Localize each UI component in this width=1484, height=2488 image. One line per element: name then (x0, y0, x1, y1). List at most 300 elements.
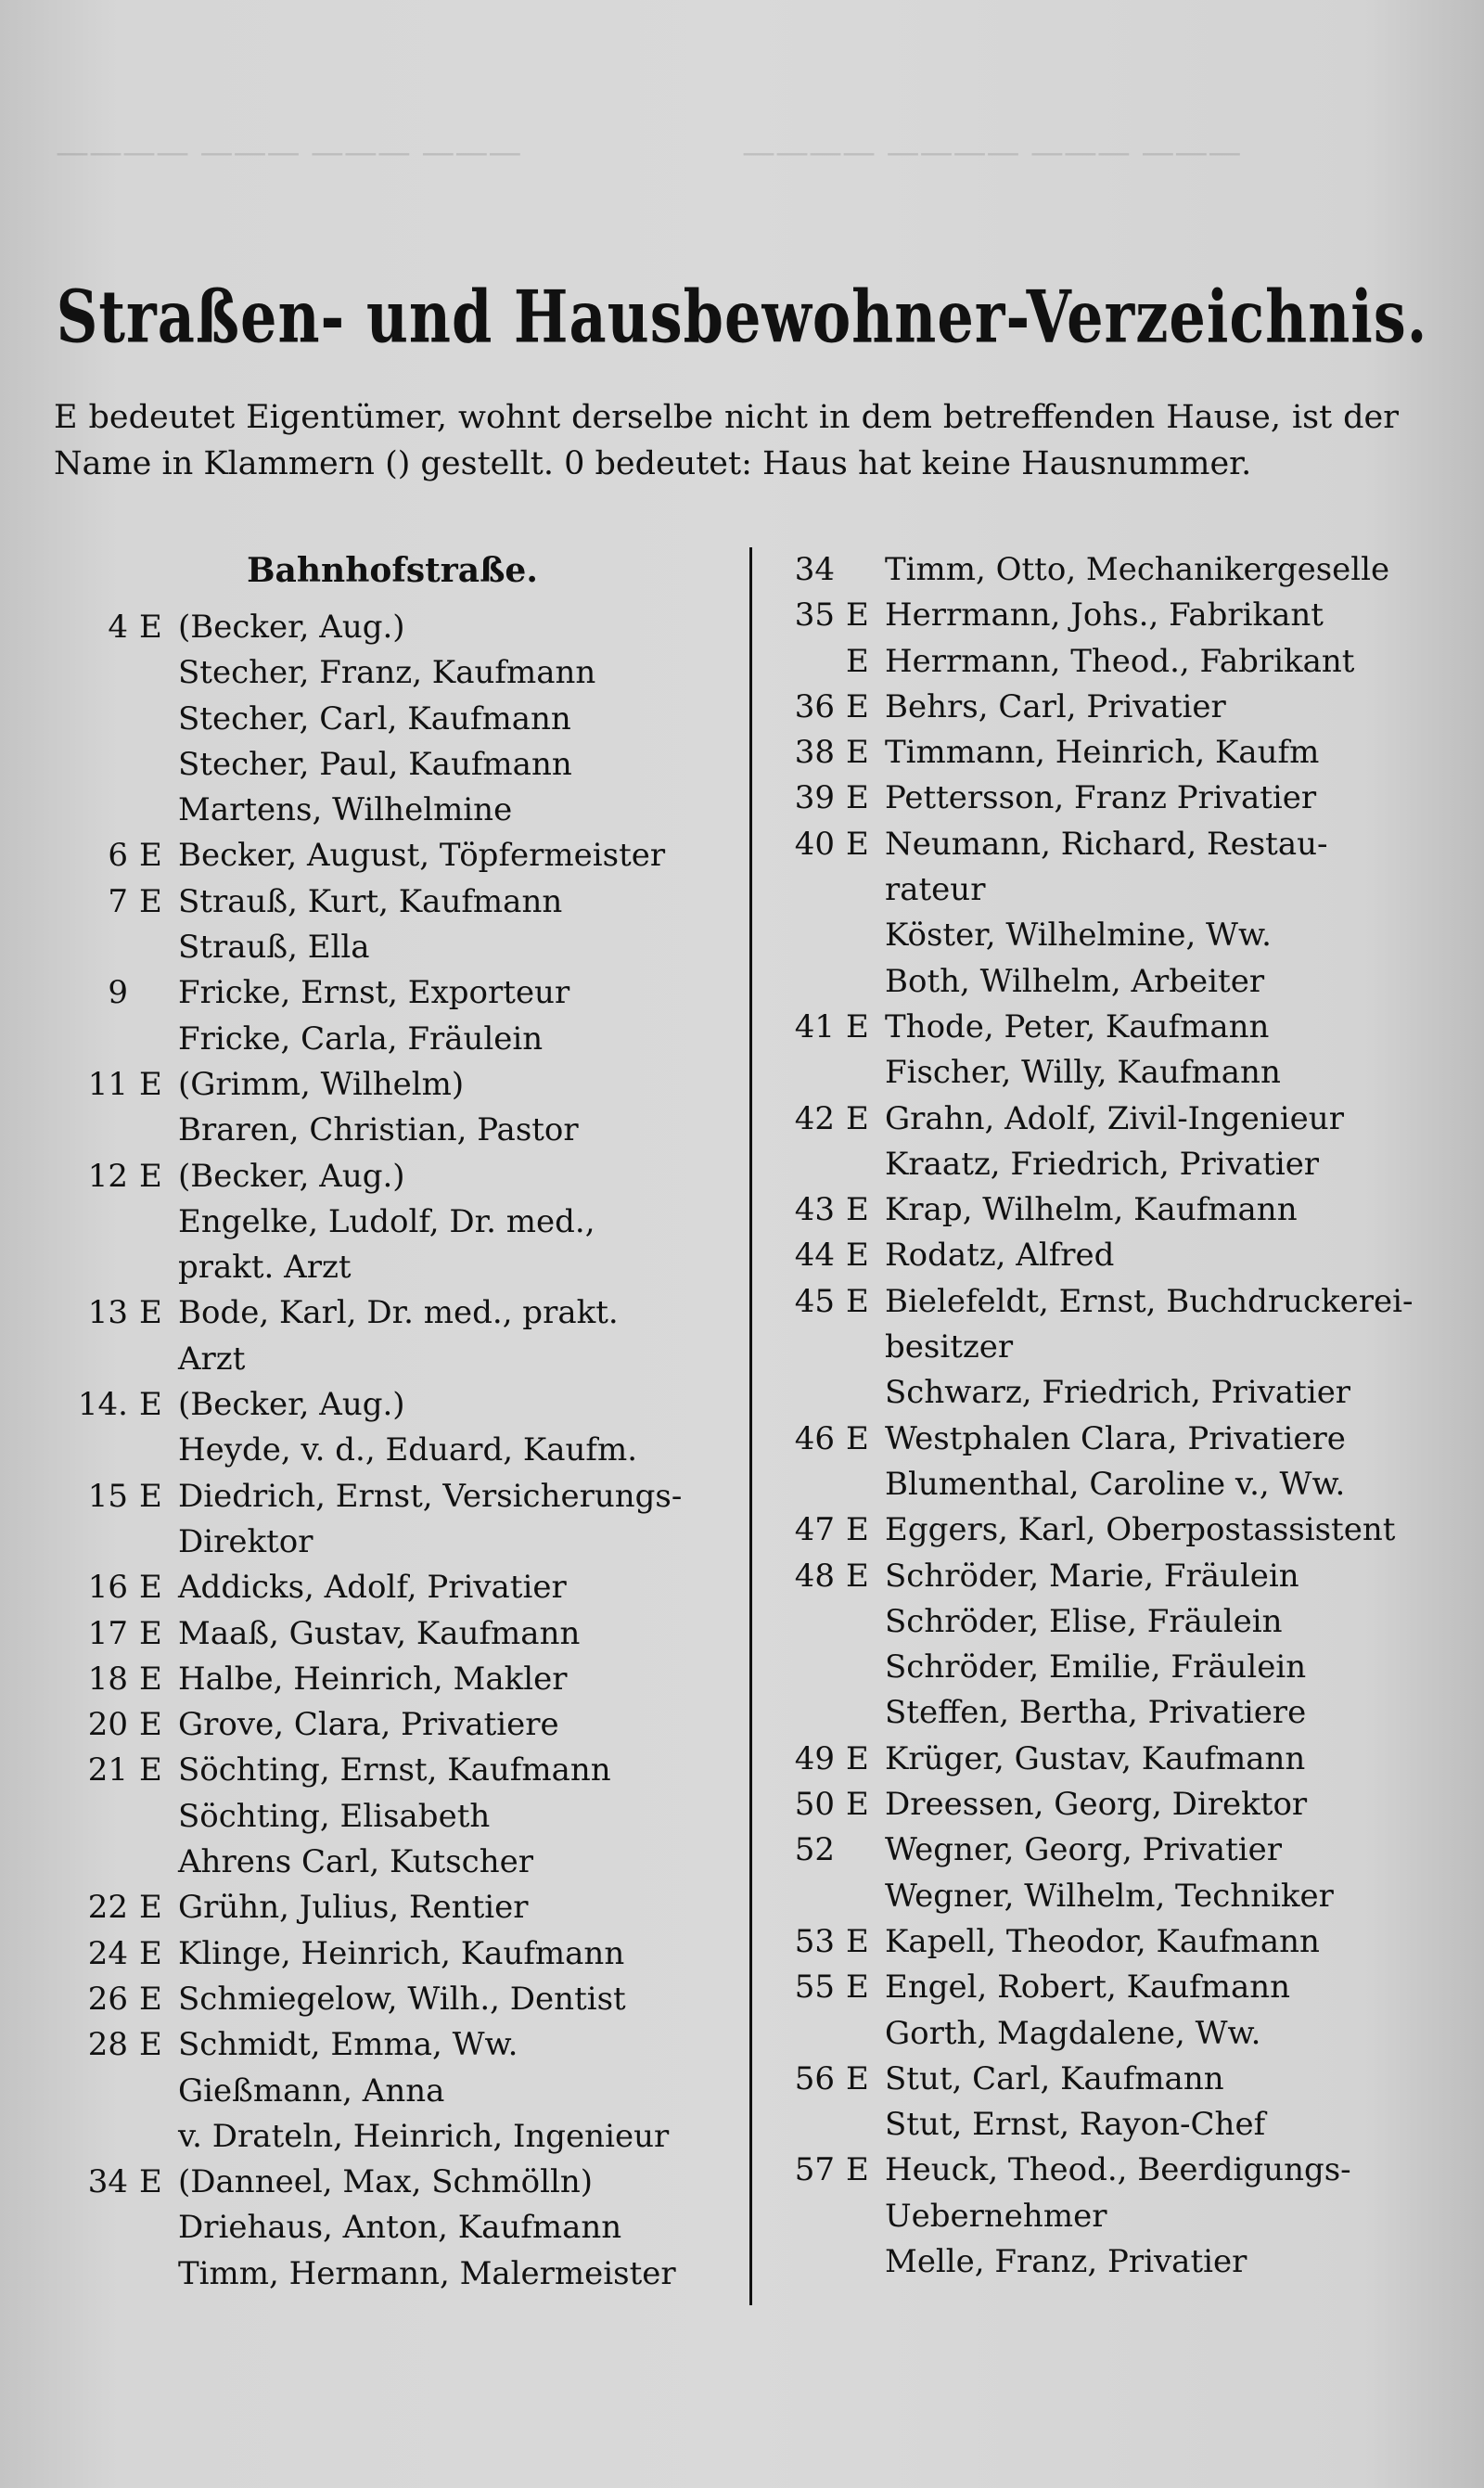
resident-entry (770, 2148, 1438, 2193)
resident-text: Bode, Karl, Dr. med., prakt. (178, 1294, 619, 1332)
bleed-through-text: ———— ———— ——— ——— (742, 134, 1242, 172)
owner-mark: E (846, 1786, 869, 1824)
page-title: Straßen- und Hausbewohner-Verzeichnis. (56, 274, 1428, 360)
owner-mark (846, 2194, 885, 2239)
owner-mark: E (139, 1294, 162, 1332)
resident-entry (54, 2022, 731, 2068)
house-number: 45 (794, 1282, 835, 1320)
resident-entry (54, 1108, 731, 1153)
resident-entry (54, 1611, 731, 1657)
house-number: 41 (794, 1007, 835, 1045)
owner-mark (139, 697, 178, 742)
resident-entry (54, 2069, 731, 2114)
house-number (54, 1337, 139, 1382)
owner-mark (139, 1337, 178, 1382)
resident-text: (Becker, Aug.) (178, 1386, 405, 1424)
owner-mark: E (139, 1065, 162, 1103)
resident-text: Stecher, Paul, Kaufmann (178, 745, 572, 783)
house-number (770, 1050, 846, 1096)
resident-text: Fischer, Willy, Kaufmann (885, 1054, 1281, 1092)
house-number: 47 (794, 1511, 835, 1549)
resident-entry (770, 1874, 1438, 1919)
resident-entry (770, 1507, 1438, 1553)
resident-entry (54, 742, 731, 788)
owner-mark: E (846, 1922, 869, 1960)
house-number (54, 925, 139, 970)
resident-text: Schröder, Emilie, Fräulein (885, 1648, 1307, 1686)
owner-mark: E (846, 1237, 869, 1275)
resident-entry (54, 1017, 731, 1062)
house-number (770, 1325, 846, 1370)
house-number (54, 1520, 139, 1565)
resident-text: prakt. Arzt (178, 1249, 352, 1287)
resident-text: Kapell, Theodor, Kaufmann (885, 1922, 1320, 1960)
owner-mark: E (139, 1569, 162, 1607)
owner-mark (846, 867, 885, 913)
resident-text: Krap, Wilhelm, Kaufmann (885, 1191, 1298, 1229)
resident-entry (770, 1233, 1438, 1278)
house-number (54, 1199, 139, 1245)
resident-text: Köster, Wilhelmine, Ww. (885, 917, 1272, 955)
resident-entry (54, 1657, 731, 1702)
house-number (54, 1428, 139, 1473)
house-number (54, 650, 139, 696)
resident-entry (770, 685, 1438, 730)
resident-entry (770, 1050, 1438, 1096)
owner-mark: E (846, 642, 869, 680)
house-number (770, 2102, 846, 2148)
house-number (770, 1874, 846, 1919)
house-number: 39 (794, 779, 835, 817)
owner-mark: E (139, 1889, 162, 1927)
resident-entry (770, 959, 1438, 1005)
owner-mark (846, 913, 885, 958)
owner-mark: E (139, 882, 162, 920)
house-number: 4 (108, 609, 128, 646)
owner-mark: E (846, 779, 869, 817)
owner-mark: E (139, 1660, 162, 1698)
resident-text: Krüger, Gustav, Kaufmann (885, 1739, 1306, 1777)
owner-mark (846, 1370, 885, 1416)
resident-entry (54, 1794, 731, 1840)
owner-mark (846, 2239, 885, 2285)
owner-mark: E (139, 1477, 162, 1515)
resident-text: Driehaus, Anton, Kaufmann (178, 2209, 622, 2247)
owner-mark (846, 2102, 885, 2148)
house-number: 44 (794, 1237, 835, 1275)
owner-mark: E (139, 1751, 162, 1789)
house-number: 14. (77, 1386, 128, 1424)
house-number (770, 2011, 846, 2057)
owner-mark (846, 959, 885, 1005)
owner-mark (846, 1874, 885, 1919)
resident-entry (54, 833, 731, 878)
house-number: 11 (87, 1065, 128, 1103)
house-number (54, 697, 139, 742)
resident-entry (770, 913, 1438, 958)
house-number: 49 (794, 1739, 835, 1777)
house-number: 34 (87, 2163, 128, 2201)
resident-text: Rodatz, Alfred (885, 1237, 1115, 1275)
house-number (54, 2205, 139, 2251)
house-number (54, 2114, 139, 2160)
owner-mark: E (139, 2163, 162, 2201)
resident-entry (770, 1097, 1438, 1142)
resident-text: Melle, Franz, Privatier (885, 2242, 1247, 2280)
resident-entry (770, 1737, 1438, 1782)
resident-text: Arzt (178, 1340, 246, 1378)
resident-entry (770, 1554, 1438, 1599)
owner-mark: E (846, 1282, 869, 1320)
resident-entry (54, 1337, 731, 1382)
street-heading: Bahnhofstraße. (247, 551, 538, 590)
resident-entry (770, 1370, 1438, 1416)
house-number: 40 (794, 825, 835, 863)
resident-entry (770, 1782, 1438, 1828)
resident-text: Halbe, Heinrich, Makler (178, 1660, 568, 1698)
house-number: 56 (794, 2059, 835, 2097)
house-number (770, 1370, 846, 1416)
resident-text: Both, Wilhelm, Arbeiter (885, 962, 1265, 1000)
owner-mark: E (139, 1980, 162, 2018)
resident-text: Gorth, Magdalene, Ww. (885, 2014, 1261, 2052)
resident-text: Grove, Clara, Privatiere (178, 1706, 559, 1744)
owner-mark: E (846, 1007, 869, 1045)
resident-entry (770, 2239, 1438, 2285)
house-number: 7 (108, 882, 128, 920)
resident-text: Steffen, Bertha, Privatiere (885, 1694, 1307, 1732)
owner-mark: E (846, 825, 869, 863)
resident-entry (54, 970, 731, 1016)
owner-mark (139, 1794, 178, 1840)
owner-mark: E (139, 2026, 162, 2064)
resident-entry (770, 1417, 1438, 1462)
owner-mark (846, 547, 885, 593)
house-number (770, 2194, 846, 2239)
house-number: 57 (794, 2151, 835, 2189)
house-number: 15 (87, 1477, 128, 1515)
resident-text: Heyde, v. d., Eduard, Kaufm. (178, 1431, 638, 1469)
house-number (770, 1599, 846, 1645)
house-number: 34 (794, 551, 835, 588)
resident-text: Schmidt, Emma, Ww. (178, 2026, 518, 2064)
house-number (770, 959, 846, 1005)
resident-entry (54, 697, 731, 742)
resident-text: Behrs, Carl, Privatier (885, 687, 1226, 725)
resident-entry (54, 1565, 731, 1610)
owner-mark (139, 1840, 178, 1885)
owner-mark (139, 2069, 178, 2114)
resident-entry (54, 1840, 731, 1885)
resident-entry (54, 1382, 731, 1428)
column-divider (749, 547, 752, 2305)
house-number (54, 2251, 139, 2297)
resident-text: Becker, August, Töpfermeister (178, 837, 666, 875)
house-number (54, 742, 139, 788)
house-number: 48 (794, 1557, 835, 1595)
resident-entry (54, 1702, 731, 1748)
resident-entry (54, 925, 731, 970)
owner-mark (139, 925, 178, 970)
resident-text: Kraatz, Friedrich, Privatier (885, 1145, 1320, 1183)
resident-entry (770, 1965, 1438, 2010)
resident-entry (54, 1748, 731, 1793)
owner-mark (846, 1599, 885, 1645)
resident-entry (54, 788, 731, 833)
resident-text: Eggers, Karl, Oberpostassistent (885, 1511, 1396, 1549)
house-number: 52 (794, 1831, 835, 1869)
owner-mark: E (139, 609, 162, 646)
owner-mark: E (846, 1969, 869, 2007)
resident-entry (770, 2102, 1438, 2148)
resident-entry (770, 867, 1438, 913)
intro-text: E bedeutet Eigentümer, wohnt derselbe nicht in dem betreffenden Hause, ist der Name in Klammern () gestellt. 0 bedeutet: Haus hat keine Hausnummer. (54, 399, 1399, 482)
resident-text: Maaß, Gustav, Kaufmann (178, 1614, 581, 1652)
resident-entry (54, 2205, 731, 2251)
resident-text: Wegner, Georg, Privatier (885, 1831, 1282, 1869)
house-number: 53 (794, 1922, 835, 1960)
house-number: 20 (87, 1706, 128, 1744)
right-column (770, 547, 1438, 2285)
resident-text: Strauß, Ella (178, 929, 370, 967)
owner-mark: E (846, 2059, 869, 2097)
house-number: 6 (108, 837, 128, 875)
resident-text: Schmiegelow, Wilh., Dentist (178, 1980, 626, 2018)
resident-text: Schröder, Marie, Fräulein (885, 1557, 1299, 1595)
owner-mark (139, 1017, 178, 1062)
owner-mark: E (139, 1614, 162, 1652)
house-number (770, 1690, 846, 1736)
resident-entry (54, 1062, 731, 1108)
owner-mark: E (139, 1157, 162, 1195)
owner-mark: E (846, 1419, 869, 1457)
house-number: 36 (794, 687, 835, 725)
house-number: 24 (87, 1934, 128, 1972)
owner-mark (139, 1245, 178, 1290)
resident-text: Fricke, Carla, Fräulein (178, 1020, 544, 1058)
resident-text: Braren, Christian, Pastor (178, 1111, 579, 1149)
owner-mark: E (139, 1706, 162, 1744)
resident-text: Engelke, Ludolf, Dr. med., (178, 1202, 595, 1240)
house-number: 43 (794, 1191, 835, 1229)
resident-text: Direktor (178, 1522, 313, 1560)
resident-text: besitzer (885, 1328, 1014, 1366)
resident-text: Dreessen, Georg, Direktor (885, 1786, 1308, 1824)
resident-text: Klinge, Heinrich, Kaufmann (178, 1934, 625, 1972)
resident-text: Martens, Wilhelmine (178, 791, 513, 829)
resident-text: Neumann, Richard, Restau- (885, 825, 1328, 863)
house-number: 46 (794, 1419, 835, 1457)
house-number (54, 1794, 139, 1840)
resident-entry (54, 1474, 731, 1520)
house-number: 9 (108, 974, 128, 1012)
owner-mark (139, 2205, 178, 2251)
owner-mark: E (846, 1739, 869, 1777)
resident-text: Timmann, Heinrich, Kaufm (885, 734, 1320, 772)
resident-entry (770, 1599, 1438, 1645)
resident-entry (770, 776, 1438, 821)
owner-mark: E (846, 1557, 869, 1595)
resident-entry (770, 730, 1438, 776)
owner-mark: E (139, 1934, 162, 1972)
resident-text: Timm, Hermann, Malermeister (178, 2254, 676, 2292)
resident-text: Gießmann, Anna (178, 2071, 445, 2110)
owner-mark (139, 1108, 178, 1153)
resident-text: rateur (885, 871, 986, 909)
house-number: 35 (794, 596, 835, 635)
resident-entry (54, 2160, 731, 2205)
house-number (770, 2239, 846, 2285)
house-number: 12 (87, 1157, 128, 1195)
house-number: 28 (87, 2026, 128, 2064)
resident-text: Strauß, Kurt, Kaufmann (178, 882, 563, 920)
resident-text: (Danneel, Max, Schmölln) (178, 2163, 594, 2201)
owner-mark (139, 1520, 178, 1565)
owner-mark: E (846, 1511, 869, 1549)
resident-text: Grühn, Julius, Rentier (178, 1889, 529, 1927)
owner-mark: E (139, 1386, 162, 1424)
resident-text: Söchting, Ernst, Kaufmann (178, 1751, 611, 1789)
resident-text: Engel, Robert, Kaufmann (885, 1969, 1291, 2007)
resident-entry (54, 605, 731, 650)
right-entry-list (770, 547, 1438, 2285)
owner-mark (139, 788, 178, 833)
resident-entry (54, 1290, 731, 1336)
house-number: 55 (794, 1969, 835, 2007)
house-number (54, 788, 139, 833)
resident-entry (770, 547, 1438, 593)
resident-text: (Grimm, Wilhelm) (178, 1065, 465, 1103)
owner-mark: E (846, 1191, 869, 1229)
owner-mark (846, 2011, 885, 2057)
resident-text: Stecher, Carl, Kaufmann (178, 699, 571, 737)
resident-entry (770, 593, 1438, 638)
resident-entry (770, 822, 1438, 867)
house-number (54, 2069, 139, 2114)
resident-text: Schröder, Elise, Fräulein (885, 1602, 1283, 1640)
resident-entry (770, 1325, 1438, 1370)
bleed-through-text: ———— ——— ——— ——— (56, 134, 522, 172)
owner-mark: E (139, 837, 162, 875)
owner-mark (139, 742, 178, 788)
house-number: 16 (87, 1569, 128, 1607)
house-number: 50 (794, 1786, 835, 1824)
resident-entry (770, 2011, 1438, 2057)
owner-mark: E (846, 2151, 869, 2189)
resident-text: Blumenthal, Caroline v., Ww. (885, 1465, 1346, 1503)
resident-entry (54, 879, 731, 925)
resident-text: Uebernehmer (885, 2197, 1107, 2235)
resident-text: Grahn, Adolf, Zivil-Ingenieur (885, 1099, 1344, 1137)
resident-entry (54, 2114, 731, 2160)
resident-text: Diedrich, Ernst, Versicherungs- (178, 1477, 683, 1515)
resident-text: Söchting, Elisabeth (178, 1797, 491, 1835)
house-number: 17 (87, 1614, 128, 1652)
resident-entry (770, 2194, 1438, 2239)
resident-text: Fricke, Ernst, Exporteur (178, 974, 570, 1012)
house-number (770, 639, 846, 685)
house-number (54, 1108, 139, 1153)
owner-mark: E (846, 734, 869, 772)
house-number (770, 1462, 846, 1507)
resident-text: Stut, Ernst, Rayon-Chef (885, 2106, 1266, 2144)
resident-entry (770, 1645, 1438, 1690)
resident-text: Pettersson, Franz Privatier (885, 779, 1317, 817)
house-number: 26 (87, 1980, 128, 2018)
resident-entry (54, 650, 731, 696)
resident-text: (Becker, Aug.) (178, 609, 405, 646)
house-number (770, 913, 846, 958)
left-column (54, 547, 731, 2297)
owner-mark (846, 1325, 885, 1370)
owner-mark (139, 1428, 178, 1473)
resident-entry (54, 2251, 731, 2297)
house-number (770, 1645, 846, 1690)
resident-entry (770, 1142, 1438, 1187)
house-number (54, 1245, 139, 1290)
owner-mark: E (846, 1099, 869, 1137)
owner-mark (846, 1645, 885, 1690)
house-number (54, 1017, 139, 1062)
left-entry-list (54, 605, 731, 2297)
owner-mark (139, 650, 178, 696)
resident-text: Wegner, Wilhelm, Techniker (885, 1877, 1334, 1915)
resident-entry (54, 1520, 731, 1565)
resident-entry (770, 1919, 1438, 1965)
house-number: 22 (87, 1889, 128, 1927)
resident-entry (54, 1977, 731, 2022)
resident-entry (770, 1005, 1438, 1050)
house-number (770, 867, 846, 913)
owner-mark: E (846, 596, 869, 635)
resident-entry (54, 1245, 731, 1290)
owner-mark (139, 2251, 178, 2297)
resident-entry (770, 1279, 1438, 1325)
resident-entry (54, 1199, 731, 1245)
owner-mark (139, 2114, 178, 2160)
house-number: 18 (87, 1660, 128, 1698)
owner-mark (139, 970, 178, 1016)
owner-mark (139, 1199, 178, 1245)
resident-text: Stut, Carl, Kaufmann (885, 2059, 1224, 2097)
resident-entry (770, 1187, 1438, 1233)
resident-text: (Becker, Aug.) (178, 1157, 405, 1195)
resident-text: v. Drateln, Heinrich, Ingenieur (178, 2117, 670, 2155)
owner-mark (846, 1142, 885, 1187)
resident-text: Bielefeldt, Ernst, Buchdruckerei- (885, 1282, 1414, 1320)
house-number: 21 (87, 1751, 128, 1789)
house-number (54, 1840, 139, 1885)
house-number: 42 (794, 1099, 835, 1137)
owner-mark: E (846, 687, 869, 725)
resident-text: Thode, Peter, Kaufmann (885, 1007, 1270, 1045)
resident-entry (770, 2057, 1438, 2102)
resident-entry (770, 1828, 1438, 1873)
resident-entry (54, 1154, 731, 1199)
resident-text: Westphalen Clara, Privatiere (885, 1419, 1346, 1457)
owner-mark (846, 1690, 885, 1736)
resident-text: Stecher, Franz, Kaufmann (178, 654, 596, 692)
resident-text: Herrmann, Johs., Fabrikant (885, 596, 1324, 635)
resident-entry (770, 1462, 1438, 1507)
resident-entry (54, 1931, 731, 1977)
owner-mark (846, 1462, 885, 1507)
house-number: 13 (87, 1294, 128, 1332)
house-number (770, 1142, 846, 1187)
owner-mark (846, 1828, 885, 1873)
resident-text: Herrmann, Theod., Fabrikant (885, 642, 1355, 680)
resident-text: Ahrens Carl, Kutscher (178, 1843, 533, 1881)
